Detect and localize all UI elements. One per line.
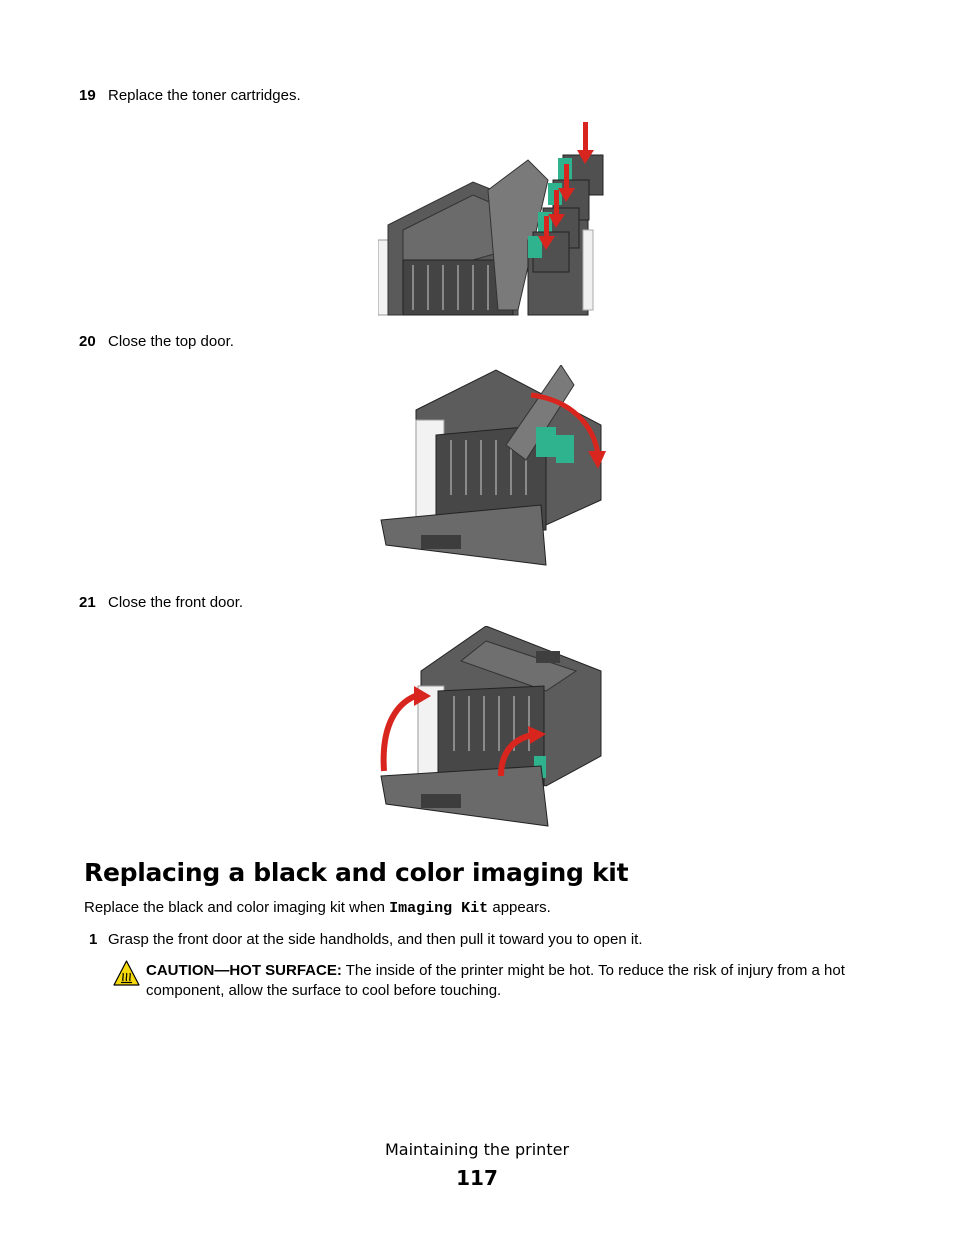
footer-chapter-title: Maintaining the printer <box>384 1140 570 1159</box>
step-number: 19 <box>79 87 96 104</box>
intro-text-after: appears. <box>488 899 551 916</box>
page-number: 117 <box>456 1166 498 1190</box>
intro-code-message: Imaging Kit <box>389 900 489 917</box>
step-21 <box>79 594 243 612</box>
step-20 <box>79 333 234 351</box>
step-text: Grasp the front door at the side handholds, and then pull it toward you to open it. <box>108 931 643 948</box>
intro-text-before: Replace the black and color imaging kit when <box>84 899 390 916</box>
close-front-door-illustration <box>376 626 606 833</box>
step-19 <box>79 87 301 105</box>
intro-paragraph <box>84 898 551 919</box>
caution-note <box>146 961 886 1001</box>
step-text: Close the top door. <box>108 333 234 350</box>
close-top-door-illustration <box>376 365 606 578</box>
hot-surface-caution-icon <box>113 960 140 986</box>
replace-toner-illustration <box>378 120 608 316</box>
caution-label: CAUTION—HOT SURFACE: <box>146 962 342 979</box>
step-number: 1 <box>89 931 98 948</box>
step-1 <box>89 930 643 950</box>
caution-text: The inside of the printer might be hot. To reduce the risk of injury from a hot component, allow the surface to cool before touching. <box>146 962 845 999</box>
step-number: 21 <box>79 594 96 611</box>
section-heading: Replacing a black and color imaging kit <box>84 858 629 887</box>
step-text: Replace the toner cartridges. <box>108 87 301 104</box>
step-number: 20 <box>79 333 96 350</box>
step-text: Close the front door. <box>108 594 244 611</box>
